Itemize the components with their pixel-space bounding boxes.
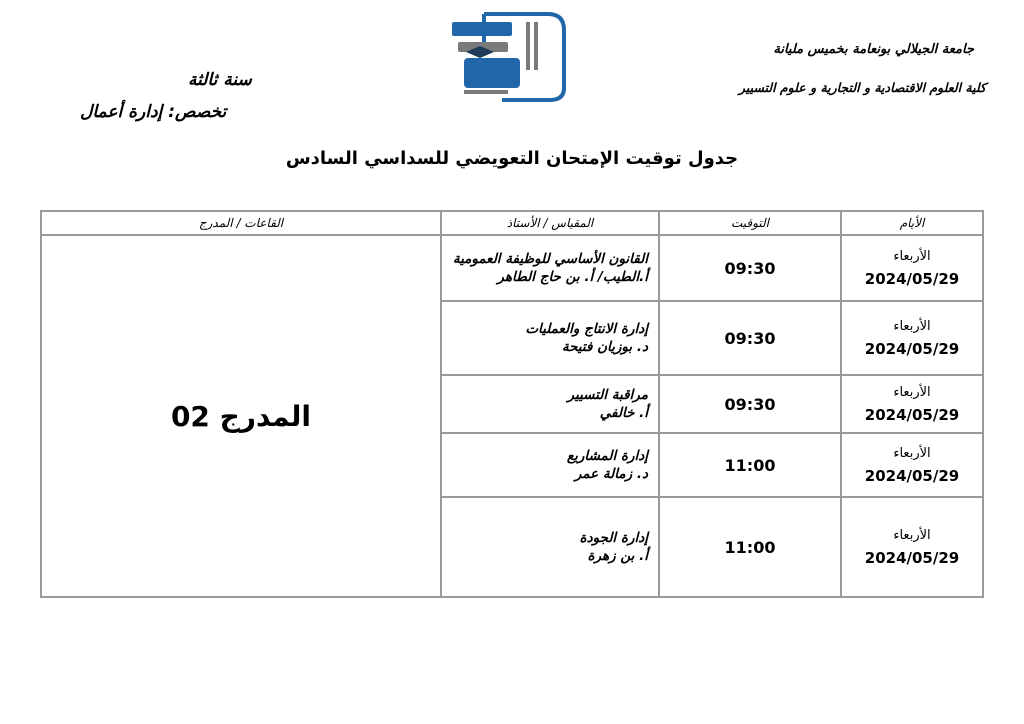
- day-name: الأربعاء: [893, 249, 931, 264]
- teacher-name: أ. بن زهرة: [587, 548, 648, 564]
- time-cell: 09:30: [659, 375, 841, 433]
- teacher-name: أ. خالفي: [599, 405, 648, 421]
- subject-cell: [441, 375, 659, 433]
- day-name: الأربعاء: [893, 385, 931, 400]
- subject-cell: [441, 301, 659, 375]
- table-header-row: [41, 211, 983, 235]
- exam-date: 2024/05/29: [864, 406, 960, 424]
- study-year: سنة ثالثة: [188, 70, 252, 90]
- header-day: الأيام: [841, 211, 983, 235]
- day-cell: [841, 375, 983, 433]
- day-cell: [841, 497, 983, 597]
- university-logo: [444, 8, 570, 104]
- time-cell: 09:30: [659, 301, 841, 375]
- room-cell: المدرج 02: [41, 235, 441, 597]
- teacher-name: د. بوزيان فتيحة: [561, 339, 648, 355]
- exam-schedule-table: [40, 210, 984, 598]
- exam-date: 2024/05/29: [864, 549, 960, 567]
- subject-name: إدارة الجودة: [579, 530, 648, 546]
- time-cell: 09:30: [659, 235, 841, 301]
- page-title: جدول توقيت الإمتحان التعويضي للسداسي السادس: [285, 148, 739, 169]
- subject-name: إدارة الانتاج والعمليات: [525, 321, 648, 337]
- teacher-name: د. زمالة عمر: [574, 466, 648, 482]
- day-cell: [841, 235, 983, 301]
- day-name: الأربعاء: [893, 319, 931, 334]
- exam-date: 2024/05/29: [864, 340, 960, 358]
- day-cell: [841, 433, 983, 497]
- teacher-name: أ.الطيب/ أ. بن حاج الطاهر: [497, 269, 648, 285]
- subject-name: القانون الأساسي للوظيفة العمومية: [452, 251, 648, 267]
- subject-cell: [441, 235, 659, 301]
- subject-name: إدارة المشاريع: [566, 448, 648, 464]
- subject-cell: [441, 433, 659, 497]
- time-cell: 11:00: [659, 433, 841, 497]
- subject-cell: [441, 497, 659, 597]
- university-name: جامعة الجيلالي بونعامة بخميس مليانة: [773, 42, 974, 57]
- header-room: القاعات / المدرج: [41, 211, 441, 235]
- time-cell: 11:00: [659, 497, 841, 597]
- subject-name: مراقبة التسيير: [567, 387, 648, 403]
- exam-date: 2024/05/29: [864, 467, 960, 485]
- header-time: التوقيت: [659, 211, 841, 235]
- header-subject: المقياس / الأستاذ: [441, 211, 659, 235]
- table-row: [41, 235, 983, 301]
- day-name: الأربعاء: [893, 446, 931, 461]
- day-name: الأربعاء: [893, 528, 931, 543]
- exam-date: 2024/05/29: [864, 270, 960, 288]
- faculty-name: كلية العلوم الاقتصادية و التجارية و علوم التسيير: [738, 80, 986, 95]
- specialty: تخصص: إدارة أعمال: [80, 102, 227, 122]
- day-cell: [841, 301, 983, 375]
